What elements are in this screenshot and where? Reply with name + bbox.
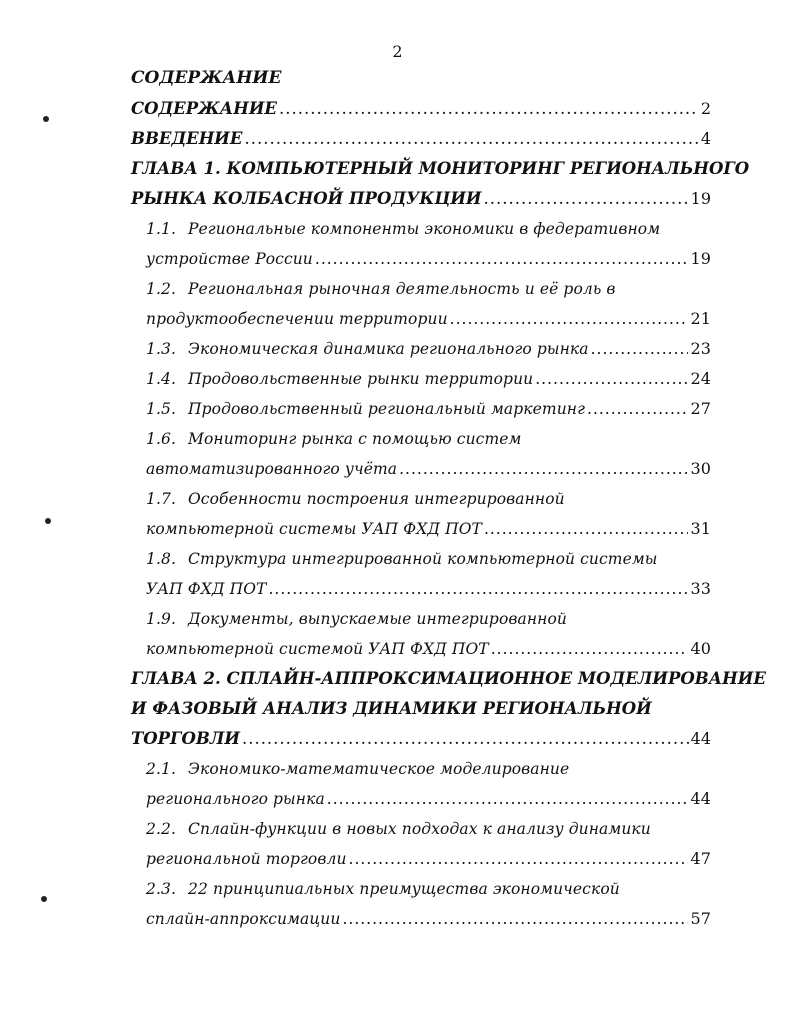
toc-entry-2-3-cont[interactable] <box>146 904 711 934</box>
toc-entry-1-7-cont[interactable] <box>146 514 711 544</box>
toc-leader-dots <box>242 724 689 754</box>
toc-entry-1-6[interactable] <box>146 424 711 454</box>
toc-leader-dots <box>342 904 688 934</box>
toc-entry-title: Продовольственные рынки территории <box>188 370 534 388</box>
toc-entry-number: 1.6. <box>146 430 176 448</box>
toc-entry-title-line: компьютерной системой УАП ФХД ПОТ <box>146 640 489 658</box>
toc-entry-title-line: 22 принципиальных преимущества экономической <box>188 880 620 898</box>
toc-entry-title: СОДЕРЖАНИЕ <box>131 99 278 118</box>
toc-entry-page: 57 <box>690 909 711 928</box>
toc-entry-title-line: Региональная рыночная деятельность и её роль в <box>188 280 616 298</box>
toc-entry-number: 1.5. <box>146 400 176 418</box>
toc-entry-2-2-cont[interactable] <box>146 844 711 874</box>
toc-entry-page: 27 <box>690 399 711 418</box>
toc-entry-title-line: Структура интегрированной компьютерной системы <box>188 550 658 568</box>
toc-entry-title: Продовольственный региональный маркетинг <box>188 400 586 418</box>
toc-entry-number: 2.1. <box>146 760 176 778</box>
toc-leader-dots <box>315 244 689 274</box>
toc-entry-number: 1.3. <box>146 340 176 358</box>
toc-leader-dots <box>268 574 688 604</box>
toc-entry-page: 24 <box>690 369 711 388</box>
toc-entry-contents[interactable] <box>131 94 711 124</box>
toc-entry-title-line: Документы, выпускаемые интегрированной <box>188 610 567 628</box>
toc-entry-page: 19 <box>690 189 711 208</box>
toc-entry-page: 44 <box>690 729 711 748</box>
toc-entry-title-line: региональной торговли <box>146 850 347 868</box>
toc-entry-1-8-cont[interactable] <box>146 574 711 604</box>
toc-entry-title-line: ГЛАВА 1. КОМПЬЮТЕРНЫЙ МОНИТОРИНГ РЕГИОНАЛЬНОГО <box>131 159 750 178</box>
toc-entry-title-line: Мониторинг рынка с помощью систем <box>188 430 522 448</box>
toc-entry-title-line: регионального рынка <box>146 790 325 808</box>
toc-entry-title-line: ГЛАВА 2. СПЛАЙН-АППРОКСИМАЦИОННОЕ МОДЕЛИРОВАНИЕ <box>131 669 766 688</box>
toc-entry-title-line: Сплайн-функции в новых подходах к анализу динамики <box>188 820 651 838</box>
toc-leader-dots <box>349 844 689 874</box>
toc-entry-1-7[interactable] <box>146 484 711 514</box>
toc-leader-dots <box>450 304 689 334</box>
toc-entry-page: 31 <box>690 519 711 538</box>
toc-entry-number: 1.2. <box>146 280 176 298</box>
toc-entry-title-line: устройстве России <box>146 250 313 268</box>
toc-leader-dots <box>279 94 699 124</box>
toc-entry-number: 2.3. <box>146 880 176 898</box>
toc-entry-page: 40 <box>690 639 711 658</box>
toc-entry-number: 1.7. <box>146 490 176 508</box>
toc-leader-dots <box>399 454 688 484</box>
toc-entry-title-line: ТОРГОВЛИ <box>131 729 240 748</box>
toc-entry-page: 23 <box>690 339 711 358</box>
toc-entry-title-line: Особенности построения интегрированной <box>188 490 565 508</box>
toc-entry-1-3[interactable] <box>146 334 711 364</box>
toc-entry-chapter-2-cont[interactable] <box>131 694 711 724</box>
toc-entry-number: 1.8. <box>146 550 176 568</box>
toc-entry-number: 1.1. <box>146 220 176 238</box>
toc-entry-chapter-1[interactable] <box>131 154 750 184</box>
toc-entry-1-5[interactable] <box>146 394 711 424</box>
toc-entry-chapter-1-cont[interactable] <box>131 184 711 214</box>
toc-entry-title: ВВЕДЕНИЕ <box>131 129 243 148</box>
toc-entry-page: 19 <box>690 249 711 268</box>
toc-entry-1-2-cont[interactable] <box>146 304 711 334</box>
toc-entry-2-1[interactable] <box>146 754 711 784</box>
toc-heading: СОДЕРЖАНИЕ <box>131 68 282 88</box>
toc-entry-1-9-cont[interactable] <box>146 634 711 664</box>
toc-entry-title-line: продуктообеспечении территории <box>146 310 448 328</box>
toc-entry-1-4[interactable] <box>146 364 711 394</box>
toc-entry-number: 1.9. <box>146 610 176 628</box>
toc-entry-page: 2 <box>700 99 711 118</box>
toc-entry-title-line: компьютерной системы УАП ФХД ПОТ <box>146 520 482 538</box>
toc-leader-dots <box>244 124 698 154</box>
toc-entry-title-line: сплайн-аппроксимации <box>146 910 341 928</box>
toc-entry-1-2[interactable] <box>146 274 711 304</box>
toc-entry-number: 1.4. <box>146 370 176 388</box>
toc-entry-1-8[interactable] <box>146 544 711 574</box>
toc-leader-dots <box>491 634 689 664</box>
toc-entry-page: 30 <box>690 459 711 478</box>
toc-entry-2-1-cont[interactable] <box>146 784 711 814</box>
toc-entry-title-line: И ФАЗОВЫЙ АНАЛИЗ ДИНАМИКИ РЕГИОНАЛЬНОЙ <box>131 699 652 718</box>
toc-entry-1-1[interactable] <box>146 214 711 244</box>
toc-entry-page: 21 <box>690 309 711 328</box>
toc-entry-title-line: УАП ФХД ПОТ <box>146 580 267 598</box>
toc-leader-dots <box>587 394 688 424</box>
toc-entry-title-line: Региональные компоненты экономики в федеративном <box>188 220 661 238</box>
toc-entry-page: 33 <box>690 579 711 598</box>
toc-leader-dots <box>327 784 689 814</box>
toc-leader-dots <box>591 334 689 364</box>
toc-entry-page: 47 <box>690 849 711 868</box>
toc-leader-dots <box>484 184 689 214</box>
toc-entry-title: Экономическая динамика регионального рынка <box>188 340 589 358</box>
table-of-contents <box>0 94 795 934</box>
toc-entry-introduction[interactable] <box>131 124 711 154</box>
toc-entry-title-line: РЫНКА КОЛБАСНОЙ ПРОДУКЦИИ <box>131 189 482 208</box>
toc-leader-dots <box>535 364 688 394</box>
toc-entry-1-9[interactable] <box>146 604 711 634</box>
toc-entry-1-1-cont[interactable] <box>146 244 711 274</box>
toc-entry-chapter-2[interactable] <box>131 664 766 694</box>
toc-leader-dots <box>484 514 688 544</box>
toc-entry-number: 2.2. <box>146 820 176 838</box>
toc-entry-title-line: Экономико-математическое моделирование <box>188 760 570 778</box>
toc-entry-title-line: автоматизированного учёта <box>146 460 398 478</box>
page-number: 2 <box>392 42 403 61</box>
toc-entry-chapter-2-cont-2[interactable] <box>131 724 711 754</box>
toc-entry-2-2[interactable] <box>146 814 711 844</box>
toc-entry-2-3[interactable] <box>146 874 711 904</box>
toc-entry-page: 4 <box>700 129 711 148</box>
toc-entry-1-6-cont[interactable] <box>146 454 711 484</box>
toc-entry-page: 44 <box>690 789 711 808</box>
